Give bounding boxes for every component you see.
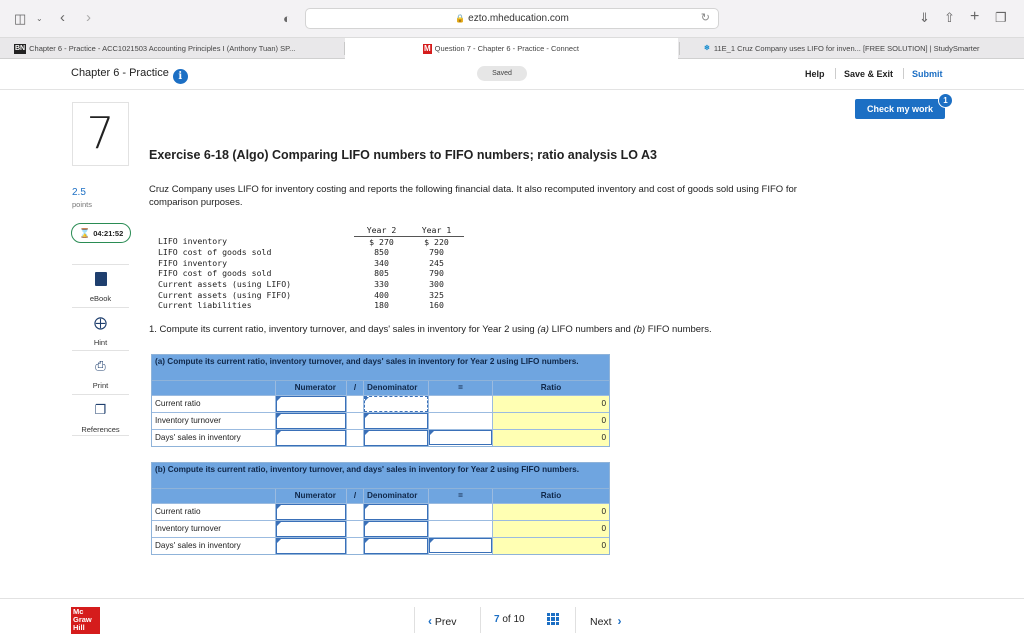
chevron-down-icon[interactable]: ⌄ <box>36 14 43 23</box>
studysmarter-favicon-icon: ❄ <box>704 45 710 53</box>
question-number: 7 <box>72 102 129 166</box>
tab-studysmarter[interactable] <box>703 38 1013 59</box>
numerator-header: Numerator <box>276 381 347 395</box>
app-header <box>0 59 1024 90</box>
reload-icon[interactable]: ↻ <box>700 12 710 24</box>
ratio-value: 0 <box>493 430 609 446</box>
references-label: References <box>81 425 120 434</box>
browser-toolbar <box>0 0 1024 38</box>
ebook-label: eBook <box>89 294 112 303</box>
footer-divider <box>480 607 481 633</box>
bn-favicon-icon: BN <box>15 45 26 53</box>
footer-divider <box>575 607 576 633</box>
print-button[interactable] <box>72 350 129 392</box>
print-label: Print <box>92 381 109 390</box>
row-label: Current ratio <box>152 504 276 520</box>
page-title-text: Chapter 6 - Practice <box>71 67 169 79</box>
book-icon <box>95 272 107 286</box>
ratio-value: 0 <box>493 504 609 520</box>
table-row: LIFO inventory $ 270 $ 220 <box>158 236 449 247</box>
timer-badge <box>71 223 131 243</box>
footer-divider <box>414 607 415 633</box>
grid-header-row <box>152 380 609 395</box>
attempts-badge: 1 <box>938 93 953 108</box>
documents-icon: ❐ <box>94 402 107 417</box>
prev-label: Prev <box>434 616 457 628</box>
denominator-input[interactable] <box>364 396 428 412</box>
row-label: Inventory turnover <box>152 413 276 429</box>
page-indicator: 7 of 10 <box>494 614 525 625</box>
m-favicon-icon: M <box>424 44 431 54</box>
tab-bar <box>0 38 1024 59</box>
grid-title: (b) Compute its current ratio, inventory turnover, and days' sales in inventory for Year 2 using FIFO numbers. <box>152 463 609 488</box>
lifebuoy-icon: ⨁ <box>94 315 107 330</box>
table-row <box>152 520 609 537</box>
slash-header: / <box>347 489 364 503</box>
ratio-header: Ratio <box>540 383 562 392</box>
tab-question[interactable] <box>345 38 678 59</box>
forward-icon[interactable]: › <box>86 9 91 26</box>
printer-icon: ⎙ <box>95 358 106 373</box>
ratio-header: Ratio <box>540 491 562 500</box>
hint-label: Hint <box>93 338 108 347</box>
sidebar-toggle-icon[interactable]: ◫ <box>14 11 27 26</box>
denominator-input[interactable] <box>364 430 428 446</box>
numerator-header: Numerator <box>276 489 347 503</box>
ratio-value: 0 <box>493 396 609 412</box>
tab-separator <box>679 42 680 55</box>
header-divider <box>903 68 904 79</box>
next-button[interactable] <box>590 614 621 628</box>
numerator-input[interactable] <box>276 396 346 412</box>
tab-overview-icon[interactable]: ❐ <box>995 10 1007 25</box>
table-row <box>152 503 609 520</box>
row-label: Inventory turnover <box>152 521 276 537</box>
hourglass-icon: ⌛ <box>79 228 91 238</box>
lifo-ratio-grid <box>151 354 610 447</box>
column-header-year-1: Year 1 <box>409 225 464 236</box>
back-icon[interactable]: ‹ <box>60 9 65 26</box>
days-input[interactable] <box>429 430 492 445</box>
ratio-value: 0 <box>493 521 609 537</box>
table-row: FIFO inventory 340 245 <box>158 257 444 268</box>
save-exit-button[interactable]: Save & Exit <box>844 69 894 79</box>
grid-title: (a) Compute its current ratio, inventory turnover, and days' sales in inventory for Year 2 using LIFO numbers. <box>152 355 609 380</box>
equals-header: = <box>429 489 493 503</box>
slash-header: / <box>347 381 364 395</box>
new-tab-icon[interactable]: + <box>970 8 980 25</box>
table-row: LIFO cost of goods sold 850 790 <box>158 247 444 258</box>
equals-header: = <box>429 381 493 395</box>
table-row: Current assets (using LIFO) 330 300 <box>158 278 444 289</box>
saved-status-badge: Saved <box>477 66 527 81</box>
numerator-input[interactable] <box>276 521 346 537</box>
table-row: Current liabilities 180 160 <box>158 300 444 311</box>
denominator-header: Denominator <box>364 381 429 395</box>
instruction-text: 1. Compute its current ratio, inventory turnover, and days' sales in inventory for Year 2 using (a) LIFO numbers and (b) FIFO numbers. <box>149 324 712 335</box>
table-row <box>152 537 609 554</box>
next-label: Next <box>590 616 612 628</box>
table-row: FIFO cost of goods sold 805 790 <box>158 268 444 279</box>
grid-header-row <box>152 488 609 503</box>
row-label: Days' sales in inventory <box>152 538 276 554</box>
mcgraw-hill-logo: Mc Graw Hill <box>71 607 100 634</box>
shield-icon[interactable]: ◐ <box>283 11 291 26</box>
numerator-input[interactable] <box>276 504 346 520</box>
hint-button[interactable] <box>72 307 129 349</box>
points-label: points <box>72 200 93 209</box>
denominator-input[interactable] <box>364 504 428 520</box>
denominator-input[interactable] <box>364 521 428 537</box>
financial-data-table <box>158 225 464 311</box>
url-text: ezto.mheducation.com <box>468 13 569 24</box>
chevron-left-icon: ‹ <box>428 614 432 628</box>
numerator-input[interactable] <box>276 430 346 446</box>
footer-nav <box>0 598 1024 640</box>
table-header-row <box>158 225 464 236</box>
submit-button[interactable]: Submit <box>912 69 943 79</box>
exercise-intro: Cruz Company uses LIFO for inventory costing and reports the following financial data. It also recomputed inventory and cost of goods sold using FIFO for comparison purposes. <box>149 184 797 208</box>
fifo-ratio-grid <box>151 462 610 555</box>
ebook-button[interactable] <box>72 264 129 306</box>
days-input[interactable] <box>429 538 492 553</box>
info-icon[interactable]: i <box>173 69 188 84</box>
check-my-work-button[interactable]: Check my work <box>855 99 945 119</box>
tab-title: 11E_1 Cruz Company uses LIFO for inven... [FREE SOLUTION] | StudySmarter <box>713 44 980 53</box>
page-title <box>71 67 188 84</box>
tab-title: Question 7 - Chapter 6 - Practice - Connect <box>434 44 579 53</box>
numerator-input[interactable] <box>276 413 346 429</box>
column-header-year-2: Year 2 <box>354 225 409 236</box>
ratio-value: 0 <box>493 413 609 429</box>
table-row <box>152 429 609 446</box>
row-label: Days' sales in inventory <box>152 430 276 446</box>
table-row <box>152 412 609 429</box>
ratio-value: 0 <box>493 538 609 554</box>
row-label: Current ratio <box>152 396 276 412</box>
table-row: Current assets (using FIFO) 400 325 <box>158 289 444 300</box>
share-icon[interactable]: ⇧ <box>944 10 955 25</box>
points-value: 2.5 <box>72 187 86 198</box>
download-icon[interactable]: ⇓ <box>919 10 930 25</box>
exercise-title: Exercise 6-18 (Algo) Comparing LIFO numbers to FIFO numbers; ratio analysis LO A3 <box>149 148 657 162</box>
tab-chapter-practice[interactable] <box>14 38 344 59</box>
prev-button[interactable] <box>428 614 457 628</box>
references-button[interactable] <box>72 394 129 436</box>
denominator-header: Denominator <box>364 489 429 503</box>
help-button[interactable]: Help <box>805 69 825 79</box>
chevron-right-icon: › <box>617 614 622 628</box>
address-bar[interactable] <box>305 8 719 29</box>
timer-text: 04:21:52 <box>93 229 124 238</box>
question-grid-icon[interactable] <box>547 613 559 625</box>
tab-title: Chapter 6 - Practice - ACC1021503 Accounting Principles I (Anthony Tuan) SP... <box>29 44 296 53</box>
header-divider <box>835 68 836 79</box>
lock-icon: 🔒 <box>455 14 466 23</box>
denominator-input[interactable] <box>364 538 428 554</box>
table-row <box>152 395 609 412</box>
numerator-input[interactable] <box>276 538 346 554</box>
denominator-input[interactable] <box>364 413 428 429</box>
